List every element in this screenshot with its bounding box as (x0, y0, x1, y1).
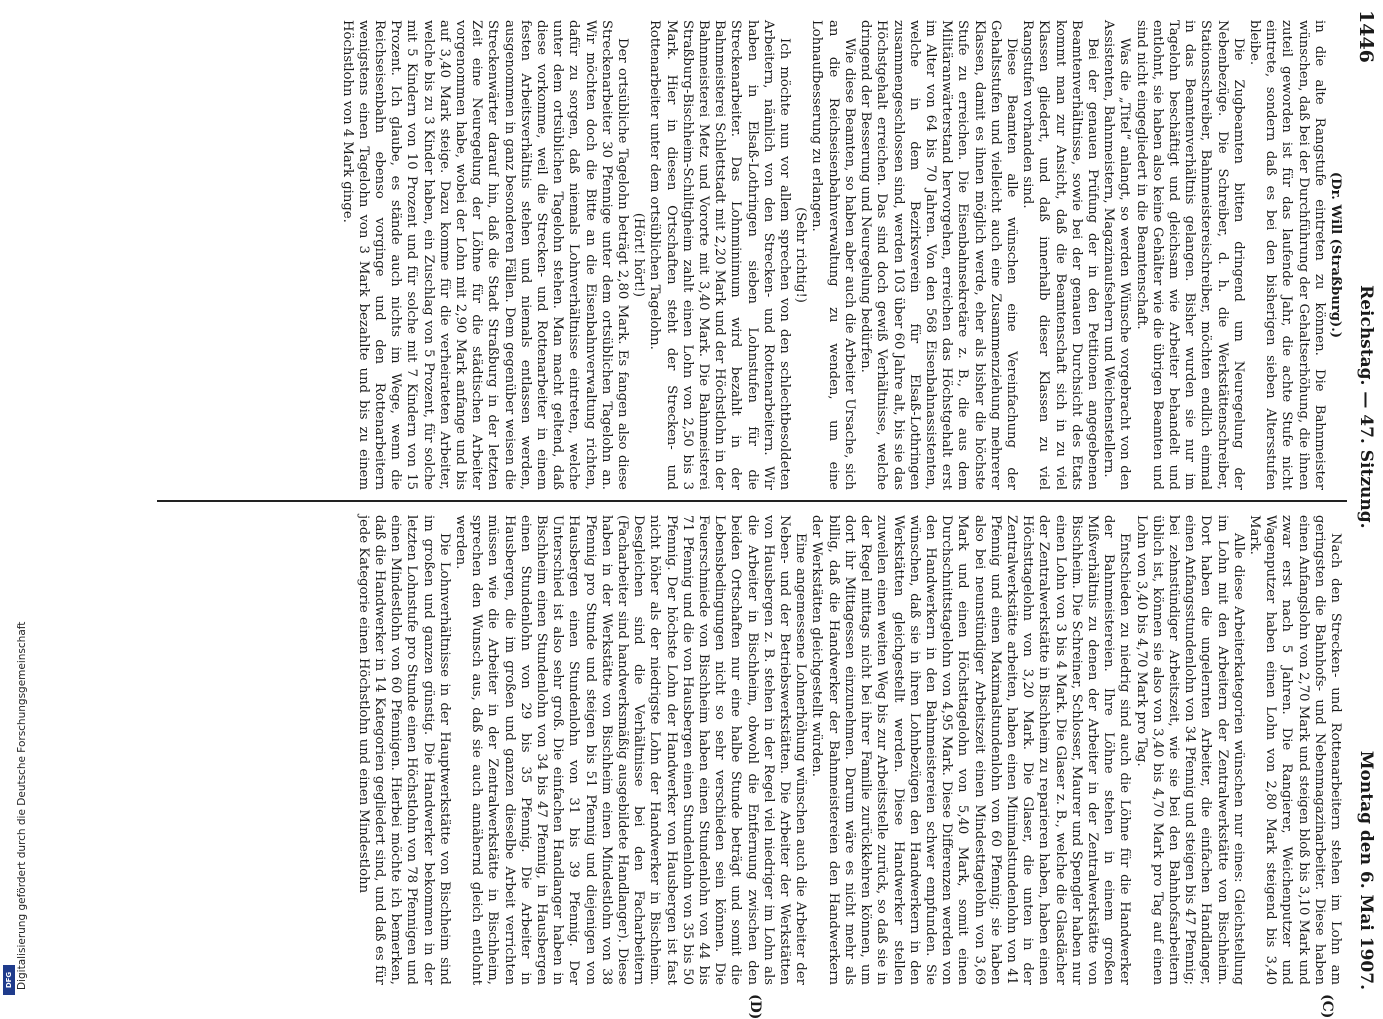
paragraph: Ich möchte nun vor allem sprechen von den schlechtbesoldeten Arbeitern, nämlich von den Strecken- und Rottenarbeitern. Wir haben in Elsaß-Lothringen sieben Lohnstufen für die Streckenarbeiter. Das Lohnminimum wird bezahlt in der Bahnmeisterei Schlettstadt mit 2,20 Mark und der Höchstlohn in der Bahnmeisterei Metz und Vororte mit 3,40 Mark. Die Bahnmeisterei Straßburg-Bischheim-Schiltigheim zahlt einen Lohn von 2,50 bis 3 Mark. Hier in diesen Ortschaften steht der Strecken- und Rottenarbeiter unter dem ortsüblichen Tagelohn. (647, 20, 793, 490)
interjection: (Sehr richtig!) (793, 207, 809, 303)
paragraph: Entschieden zu niedrig sind auch die Löhne für die Handwerker der Bahnmeistereien. Ihre Löhne stehen in einem großen Mißverhältnis zu denen der Arbeiter in der Zentralwerkstätte von Bischheim. Die Schreiner, Schlosser, Maurer und Spengler haben nur einen Lohn von 3 bis 4 Mark. Die Glaser z. B., welche die Glasdächer der Zentralwerkstätte in Bischheim zu reparieren haben, haben einen Höchsttagelohn von 3,20 Mark. Die Glaser, die unten in der Zentralwerkstätte arbeiten, haben einen Minimalstundenlohn von 41 Pfennig und einen Maximalstundenlohn von 60 Pfennig; sie haben also bei neunstündiger Arbeitszeit einen Mindesttagelohn von 3,69 Mark und einen Höchsttagelohn von 5,40 Mark, somit einen Durchschnittstagelohn von 4,95 Mark. Diese Differenzen werden von den Handwerkern in den Bahnmeistereien schwer empfunden. Sie wünschen, daß sie in ihren Lohnbezügen den Handwerkern in den Werkstätten gleichgestellt werden. Diese Handwerker stellen zuweilen einen weiten Weg bis zur Arbeitsstelle zurück, so daß sie in der Regel mittags nicht bei ihrer Familie zurückkehren können, um dort ihr Mittagessen einzunehmen. Darum wäre es nicht mehr als billig, daß die Handwerker der Bahnmeistereien den Handwerkern der Werkstätten gleichgestellt würden. (809, 515, 1133, 985)
paragraph: Der ortsübliche Tagelohn beträgt 2,80 Mark. Es fangen also diese Streckenarbeiter 30 Pfennige unter dem ortsüblichen Tagelohn an. Wir möchten doch die Bitte an die Eisenbahnverwaltung richten, dafür zu sorgen, daß niemals Lohnverhältnisse eintreten, welche unter dem ortsüblichen Tagelohn stehen. Man macht geltend, daß diese vorkomme, weil die Strecken- und Rottenarbeiter in einem festen Arbeitsverhältnis stehen und niemals entlassen werden, ausgenommen in ganz besonderen Fällen. Dem gegenüber weisen die Streckenwärter darauf hin, daß die Stadt Straßburg in der letzten Zeit eine Neuregelung der Löhne für die städtischen Arbeiter vorgenommen habe, wobei der Lohn mit 2,90 Mark anfange und bis auf 3,40 Mark steige. Dazu komme für die verheirateten Arbeiter, welche bis zu 3 Kinder haben, ein Zuschlag von 5 Prozent, für solche mit 5 Kindern von 10 Prozent und für solche mit 7 Kindern von 15 Prozent. Ich glaube, es stände auch nichts im Wege, wenn die Reichseisenbahn ebenso vorginge und den Rottenarbeitern wenigstens einen Tagelohn von 3 Mark bezahlte und bis zu einem Höchstlohn von 4 Mark ginge. (339, 20, 631, 490)
right-column (355, 515, 1343, 985)
page-number: 1446 (1355, 10, 1377, 63)
paragraph: Diese Beamten alle wünschen eine Vereinfachung der Gehaltsstufen und vielleicht auch eine Zusammenziehung mehrerer Klassen, damit es ihnen möglich werde, eher als bisher die höchste Stufe zu erreichen. Die Eisenbahnsekretäre z. B., die aus dem Militäranwärterstand hervorgehen, erreichen das Höchstgehalt erst im Alter von 64 bis 70 Jahren. Von den 568 Eisenbahnassistenten, welche in dem Bezirksverein für Elsaß-Lothringen zusammengeschlossen sind, werden 103 über 60 Jahre alt, bis sie das Höchstgehalt erreichen. Das sind doch gewiß Verhältnisse, welche dringend der Besserung und Neuregelung bedürfen. (858, 20, 1019, 490)
margin-mark-d: (D) (747, 994, 763, 1019)
paragraph: Die Lohnverhältnisse in der Hauptwerkstätte von Bischheim sind im großen und ganzen günstig. Die Handwerker bekommen in der letzten Lohnstufe pro Stunde einen Höchstlohn von 78 Pfennigen und einen Mindestlohn von 60 Pfennigen. Hierbei möchte ich bemerken, daß die Handwerker in 14 Kategorien gegliedert sind, und daß es für jede Kategorie einen Höchstlohn und einen Mindestlohn (355, 515, 452, 985)
paragraph: Was die „Titel“ anlangt, so werden Wünsche vorgebracht von den Assistenten, Bahnmeistern, Magazinaufsehern und Weichenstellern. (1101, 20, 1133, 490)
page-header (1349, 10, 1383, 990)
dfg-logo-text: DFG (5, 971, 13, 989)
dfg-logo (3, 965, 15, 995)
margin-mark-c: (C) (1319, 994, 1335, 1019)
speaker-label: (Dr. Will (Straßburg).) (1328, 171, 1343, 339)
document-page (80, 10, 1383, 1019)
paragraph: Bei der genauen Prüfung der in den Petitionen angegebenen Beamtenverhältnisse, sowie bei der genauen Durchsicht des Etats kommt man zur Ansicht, daß die Beamtenschaft sich in zu viel Klassen gliedert, und daß innerhalb dieser Klassen zu viel Rangstufen vorhanden sind. (1020, 20, 1100, 490)
paragraph: Eine angemessene Lohnerhöhung wünschen auch die Arbeiter der Neben- und der Betriebswerkstätten. Die Arbeiter der Werkstätten von Hausbergen z. B. stehen in der Regel viel niedriger im Lohn als die Arbeiter in Bischheim, obwohl die Entfernung zwischen den beiden Ortschaften nur eine halbe Stunde beträgt und somit die Lebensbedingungen nicht so sehr verschieden sein können. Die Feuerschmiede von Bischheim haben einen Stundenlohn von 44 bis 71 Pfennig und die von Hausbergen einen Stundenlohn von 35 bis 50 Pfennig. Der höchste Lohn der Handwerker von Hausbergen ist fast nicht höher als der niedrigste Lohn der Handwerker in Bischheim. Desgleichen sind die Verhältnisse bei den Facharbeitern (Facharbeiter sind handwerksmäßig ausgebildete Handlanger). Diese haben in der Werkstätte von Bischheim einen Mindestlohn von 38 Pfennig pro Stunde und steigen bis 51 Pfennig und diejenigen von Hausbergen einen Stundenlohn von 31 bis 39 Pfennig. Der Unterschied ist also sehr groß. Die einfachen Handlanger haben in Bischheim einen Stundenlohn von 34 bis 47 Pfennig, in Hausbergen einen Stundenlohn von 29 bis 35 Pfennig. Die Arbeiter in Hausbergen, die im großen und ganzen dieselbe Arbeit verrichten müssen wie die Arbeiter in der Zentralwerkstätte in Bischheim, sprechen den Wunsch aus, daß sie auch annähernd gleich entlohnt werden. (453, 515, 809, 985)
paragraph: Die Zugbeamten bitten dringend um Neuregelung der Nebenbezüge. Die Schreiber, d. h. die Werkstättenschreiber, Stationsschreiber, Bahnmeistereischreiber, möchten endlich einmal in das Beamtenverhältnis gelangen. Bisher wurden sie nur im Tagelohn beschäftigt und gleichsam wie Arbeiter behandelt und entlohnt, sie haben also keine Gehälter wie die übrigen Beamten und sind nicht eingegliedert in die Beamtenschaft. (1133, 20, 1246, 490)
paragraph: in die alte Rangstufe eintreten zu können. Die Bahnmeister wünschen, daß bei der Durchführung der Gehaltserhöhung, die ihnen zuteil geworden ist für das laufende Jahr, die achte Stufe nicht eintrete, sondern daß es bei den bisherigen sieben Altersstufen bleibe. (1246, 20, 1327, 490)
paragraph: Nach den Strecken- und Rottenarbeitern stehen im Lohn am geringsten die Bahnhofs- und Nebenmagazinarbeiter. Diese haben einen Anfangslohn von 2,70 Mark und steigen bloß bis 3,10 Mark und zwar erst nach 5 Jahren. Die Rangierer, Weichenputzer und Wagenputzer haben einen Lohn von 2,80 Mark steigend bis 3,40 Mark. (1246, 515, 1343, 985)
interjection: (Hört! hört!) (631, 212, 647, 298)
session-date: Montag den 6. Mai 1907. (1356, 750, 1376, 990)
column-divider (157, 500, 1347, 502)
session-title: Reichstag. — 47. Sitzung. (1356, 285, 1376, 529)
paragraph: Wie diese Beamten, so haben aber auch die Arbeiter Ursache, sich an die Reichseisenbahnverwaltung zu wenden, um eine Lohnaufbesserung zu erlangen. (809, 20, 857, 490)
left-column (338, 20, 1343, 490)
funding-note: Digitalisierung gefördert durch die Deutsche Forschungsgemeinschaft (16, 621, 28, 990)
paragraph: Alle diese Arbeiterkategorien wünschen nur eines: Gleichstellung im Lohn mit den Arbeitern der Zentralwerkstätte von Bischheim. Dort haben die ungelernten Arbeiter, die einfachen Handlanger, einen Anfangsstundenlohn von 34 Pfennig und steigen bis 47 Pfennig; bei zehnstündiger Arbeitszeit, wie sie bei den Bahnhofsarbeitern üblich ist, können sie also von 3,40 bis 4,70 Mark pro Tag auf einen Lohn von 3,40 bis 4,70 Mark pro Tag. (1133, 515, 1246, 985)
